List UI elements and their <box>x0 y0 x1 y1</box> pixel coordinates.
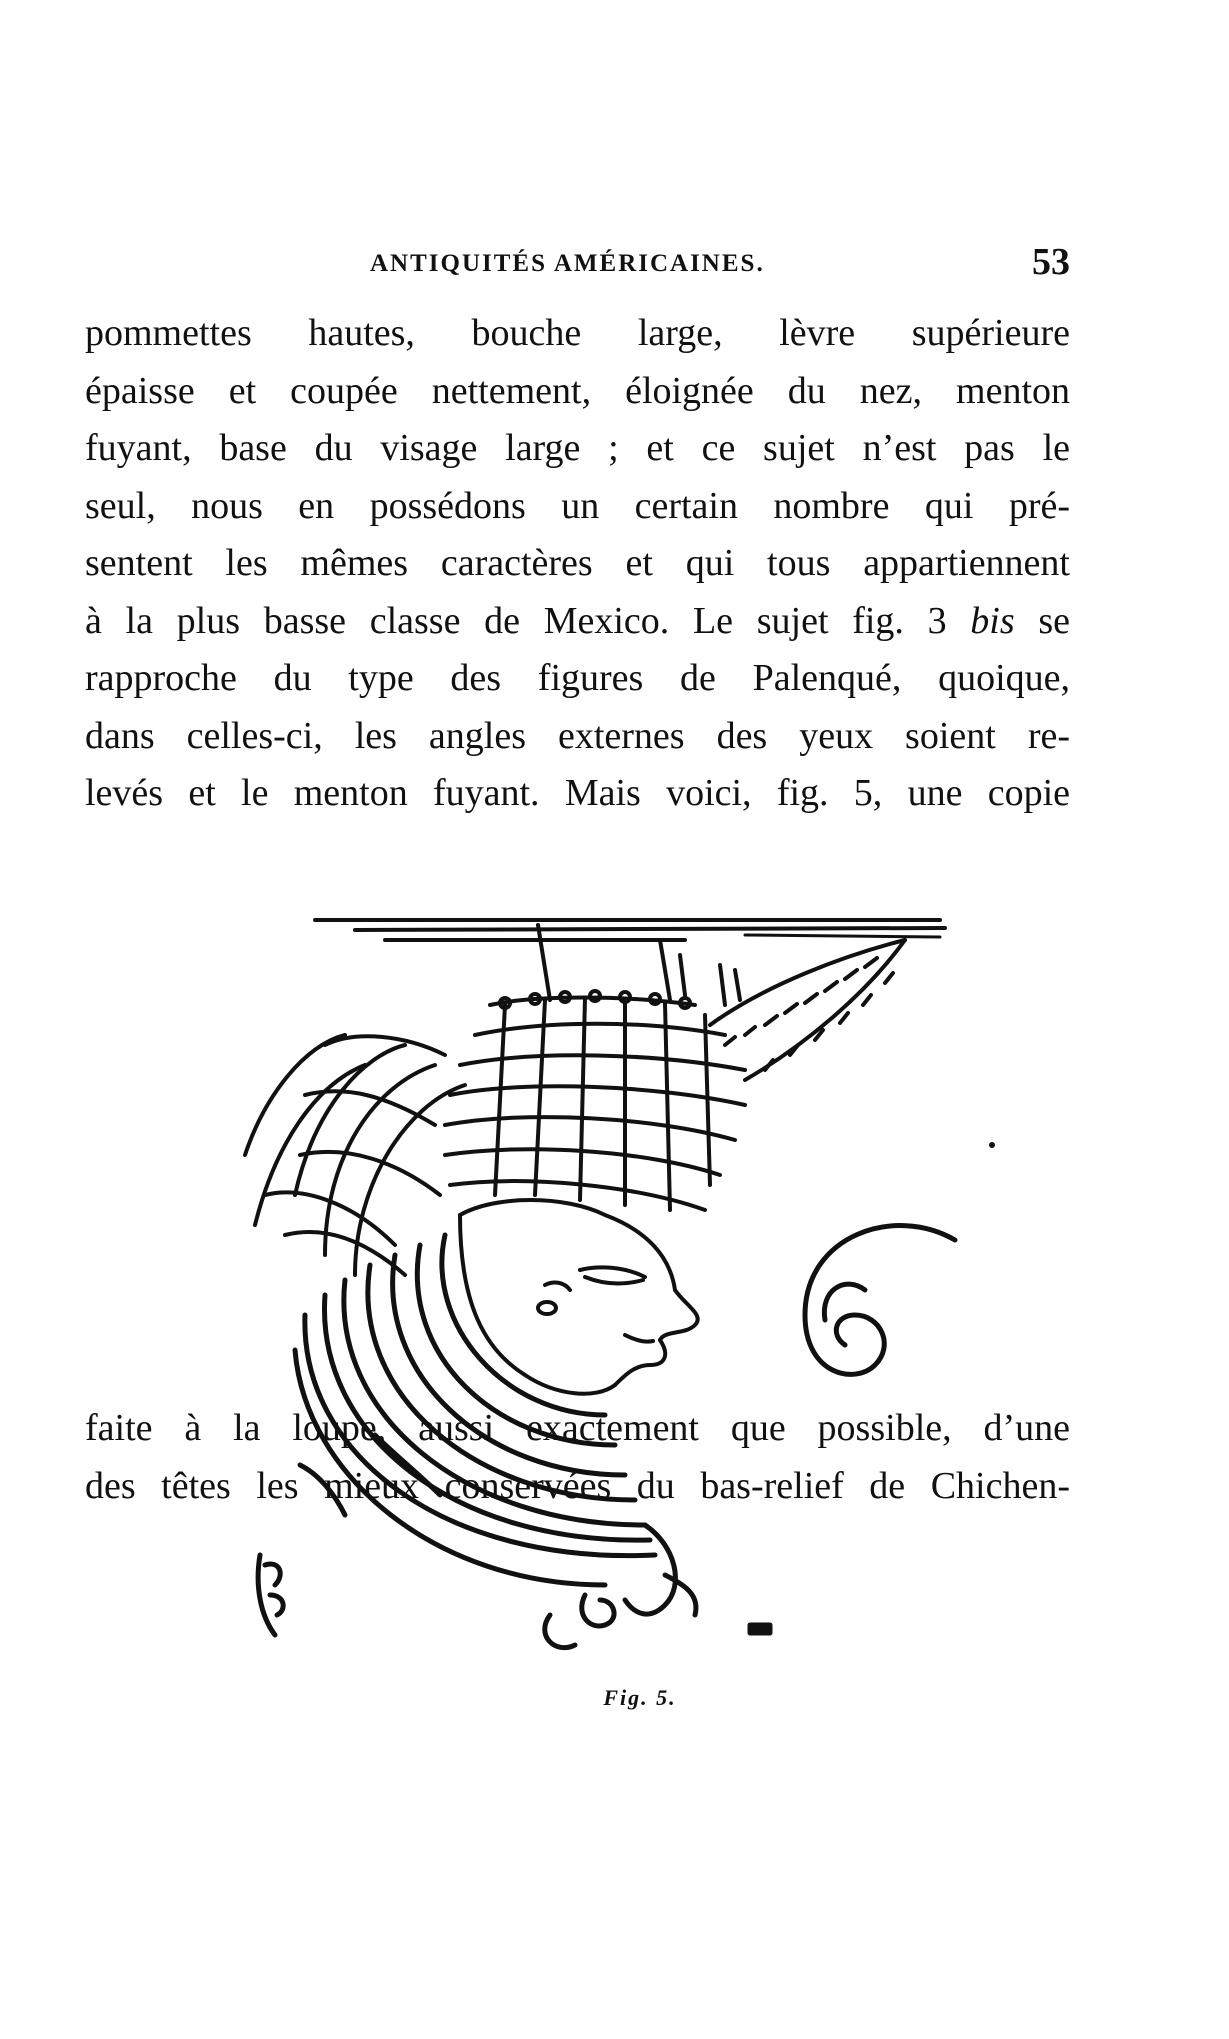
italic-word: bis <box>970 599 1015 642</box>
spiral-ornament <box>805 1226 955 1375</box>
text-line: dans celles-ci, les angles externes des yeux soient re- <box>85 714 1070 757</box>
body-paragraph <box>85 305 1070 823</box>
text-line-start: à la plus basse classe de Mexico. Le sujet fig. 3 <box>85 599 971 642</box>
figure-5 <box>205 895 1075 1710</box>
relief-head-illustration <box>205 895 1075 1670</box>
page-header <box>370 240 1070 290</box>
text-line: des têtes les mieux conservées du bas-relief de Chichen- <box>85 1464 1070 1507</box>
page-number: 53 <box>1032 241 1070 283</box>
hair-swirls <box>245 1035 465 1275</box>
figure-caption: Fig. 5. <box>603 1685 677 1710</box>
text-line: faite à la loupe, aussi exactement que possible, d’une <box>85 1407 1070 1449</box>
text-line: levés et le menton fuyant. Mais voici, fig. 5, une copie <box>85 772 1070 814</box>
headdress-plume <box>710 940 905 1080</box>
frame-lines <box>315 920 945 1000</box>
text-line: épaisse et coupée nettement, éloignée du nez, menton <box>85 369 1070 412</box>
text-line: pommettes hautes, bouche large, lèvre supérieure <box>85 312 1070 354</box>
face <box>460 1200 698 1394</box>
headdress-grid <box>445 940 745 1210</box>
text-line <box>85 593 1070 651</box>
text-line: rapproche du type des figures de Palenqué, quoique, <box>85 657 1070 699</box>
body-paragraph <box>85 1400 1070 1515</box>
text-line: seul, nous en possédons un certain nombre qui pré- <box>85 484 1070 527</box>
text-line-end: se <box>1014 599 1071 642</box>
text-line: fuyant, base du visage large ; et ce sujet n’est pas le <box>85 427 1070 469</box>
running-title: ANTIQUITÉS AMÉRICAINES. <box>370 250 765 277</box>
text-line: sentent les mêmes caractères et qui tous appartiennent <box>85 542 1070 584</box>
